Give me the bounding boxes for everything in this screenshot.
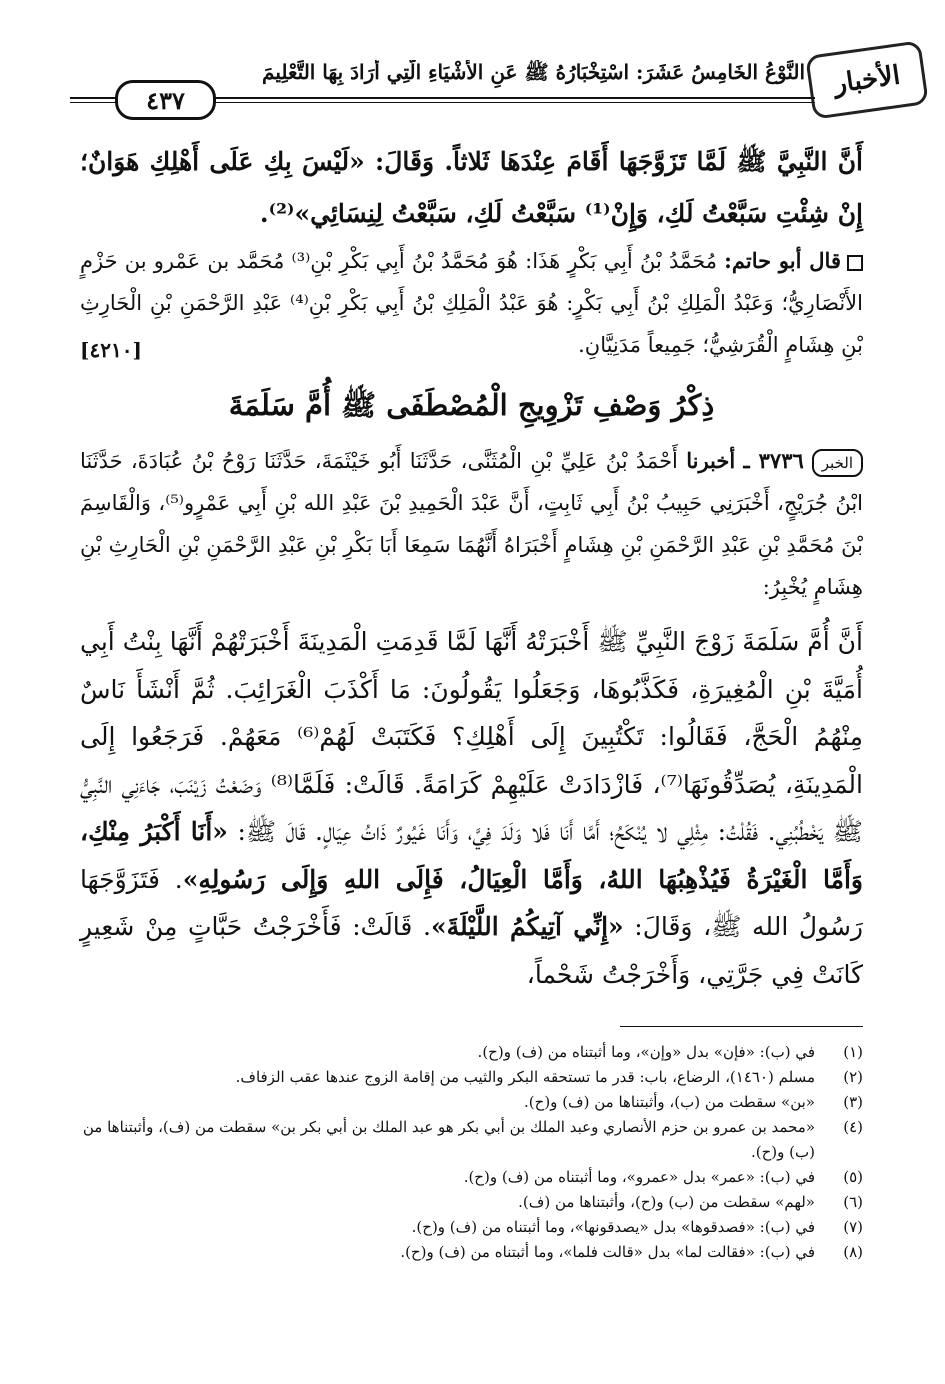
abu-hatim-lead: قال أبو حاتم:: [724, 248, 841, 273]
page-header: [70, 42, 925, 122]
abu-hatim-body: مُحَمَّدُ بْنُ أَبِي بَكْرٍ هَذَا: هُوَ مُحَمَّدُ بْنُ أَبِي بَكْرِ بْنِ⁽³⁾ مُحَمَّد بن عَمْرو بن حَزْمٍ الأَنْصَارِيُّ؛ وَعَبْدُ الْمَلِكِ بْنُ أَبِي بَكْرٍ: هُوَ عَبْدُ الْمَلِكِ بْنُ أَبِي بَكْرِ بْنِ⁽⁴⁾ عَبْدِ الرَّحْمَنِ بْنِ الْحَارِثِ بْنِ هِشَامٍ الْقُرَشِيُّ؛ جَمِيعاً مَدَنِيَّانِ.: [80, 249, 863, 357]
paragraph-1: أَنَّ النَّبِيَّ ﷺ لَمَّا تَزَوَّجَهَا أَقَامَ عِنْدَهَا ثَلاثاً. وَقَالَ: «لَيْسَ بِكِ عَلَى أَهْلِكِ هَوَانٌ؛ إِنْ شِئْتِ سَبَّعْتُ لَكِ، وَإِنْ⁽¹⁾ سَبَّعْتُ لَكِ، سَبَّعْتُ لِنِسَائِي»⁽²⁾.: [80, 147, 863, 228]
footnotes: [80, 1040, 863, 1265]
footnote: (٨) في (ب): «فقالت لما» بدل «قالت فلما»، وما أثبتناه من (ف) و(ح).: [400, 1243, 863, 1261]
hadith-lead: أخبرنا: [686, 448, 736, 473]
hadith-isnad: [80, 440, 863, 608]
matn-part-3: . قَالَتْ: فَأَخْرَجْتُ حَبَّاتٍ مِنْ شَعِيرٍ كَانَتْ فِي جَرَّتِي، وَأَخْرَجْتُ شَحْماً،: [80, 912, 863, 989]
header-title: النَّوْعُ الخَامِسُ عَشَرَ: اسْتِخْبَارُهُ ﷺ عَنِ الأشْيَاءِ الَّتِي أَرَادَ بِهَا التَّعْلِيمَ: [262, 60, 805, 84]
footnote-rule: [620, 1026, 863, 1027]
hadith-matn: [80, 618, 863, 998]
matn-part-1: أَنَّ أُمَّ سَلَمَةَ زَوْجَ النَّبِيِّ ﷺ أَخْبَرَتْهُ أَنَّهَا لَمَّا قَدِمَتِ الْمَدِينَةَ أَخْبَرَتْهُمْ أَنَّهَا بِنْتُ أَبِي أُمَيَّةَ بْنِ الْمُغِيرَةِ، فَكَذَّبُوهَا، وَجَعَلُوا يَقُولُونَ: مَا أَكْذَبَ الْغَرَائِبَ. ثُمَّ أَنْشَأَ نَاسٌ مِنْهُمُ الْحَجَّ، فَقَالُوا: تَكْتُبِينَ إِلَى أَهْلِكِ؟ فَكَتَبَتْ لَهُمْ⁽⁶⁾ مَعَهُمْ. فَرَجَعُوا إِلَى الْمَدِينَةِ، يُصَدِّقُونَهَا⁽⁷⁾، فَازْدَادَتْ عَلَيْهِمْ كَرَامَةً. قَالَتْ: فَلَمَّا⁽⁸⁾ وَضَعْتُ زَيْنَبَ، جَاءَنِي النَّبِيُّ ﷺ يَخْطُبُنِي. فَقُلْتُ: مِثْلِي لا يُنْكَحُ؛ أَمَّا أَنَا فَلا وَلَدَ فِيَّ، وَأَنَا غَيُورٌ ذَاتُ عِيَالٍ. قَالَ ﷺ:: [80, 627, 863, 846]
isnad-text: أَحْمَدُ بْنُ عَلِيِّ بْنِ الْمُثَنَّى، حَدَّثَنَا أَبُو خَيْثَمَةَ، حَدَّثَنَا رَوْحُ بْنُ عُبَادَةَ، حَدَّثَنَا ابْنُ جُرَيْجٍ، أَخْبَرَنِي حَبِيبُ بْنُ أَبِي ثَابِتٍ، أَنَّ عَبْدَ الْحَمِيدِ بْنَ عَبْدِ الله بْنِ أَبِي عَمْرٍو⁽⁵⁾، وَالْقَاسِمَ بْنَ مُحَمَّدِ بْنِ عَبْدِ الرَّحْمَنِ بْنِ هِشَامٍ أَخْبَرَاهُ أَنَّهُمَا سَمِعَا أَبَا بَكْرِ بْنِ عَبْدِ الرَّحْمَنِ بْنِ الْحَارِثِ بْنِ هِشَامٍ يُخْبِرُ:: [80, 449, 864, 599]
square-bullet-icon: [847, 255, 863, 271]
matn-quote-2: «إِنِّي آتِيكُمُ اللَّيْلَةَ»: [430, 912, 624, 941]
section-heading: ذِكْرُ وَصْفِ تَزْوِيجِ الْمُصْطَفَى ﷺ أُمَّ سَلَمَةَ: [228, 388, 715, 422]
footnote: (٢) مسلم (١٤٦٠)، الرضاع، باب: قدر ما تستحقه البكر والثيب من إقامة الزوج عندها عقب الزفاف.: [235, 1068, 863, 1086]
reference-number: [٤٢١٠]: [80, 338, 142, 362]
hadith-number: ٣٧٣٦ ـ: [743, 448, 804, 473]
footnote: (٦) «لهم» سقطت من (ب) و(ح)، وأثبتناها من (ف).: [518, 1193, 863, 1211]
footnote: (٤) «محمد بن عمرو بن حزم الأنصاري وعبد الملك بن أبي بكر هو عبد الملك بن أبي بكر بن» سقطت من (ف)، وأثبتناها من (ب) و(ح).: [82, 1118, 863, 1161]
matn-quote-1: «أَنَا أَكْبَرُ مِنْكِ، وَأَمَّا الْغَيْرَةُ فَيُذْهِبُهَا اللهُ، وَأَمَّا الْعِيَالُ، فَإِلَى اللهِ وَإِلَى رَسُولِهِ»: [80, 817, 863, 894]
footnote: (٣) «بن» سقطت من (ب)، وأثبتناها من (ف) و(ح).: [524, 1093, 863, 1111]
footnote: (١) في (ب): «فإن» بدل «وإن»، وما أثبتناه من (ف) و(ح).: [477, 1043, 863, 1061]
matn-part-2: . فَتَزَوَّجَهَا رَسُولُ الله ﷺ، وَقَالَ:: [80, 864, 863, 941]
footnote: (٥) في (ب): «عمر» بدل «عمرو»، وما أثبتناه من (ف) و(ح).: [463, 1168, 863, 1186]
hadith-tag-badge: الخبر: [812, 449, 863, 477]
page-number: ٤٣٧: [115, 80, 216, 120]
section-corner-badge: الأخبار: [805, 40, 929, 120]
paragraph-abu-hatim: [80, 240, 863, 366]
footnote: (٧) في (ب): «فصدقوها» بدل «يصدقونها»، وما أثبتناه من (ف) و(ح).: [411, 1218, 863, 1236]
